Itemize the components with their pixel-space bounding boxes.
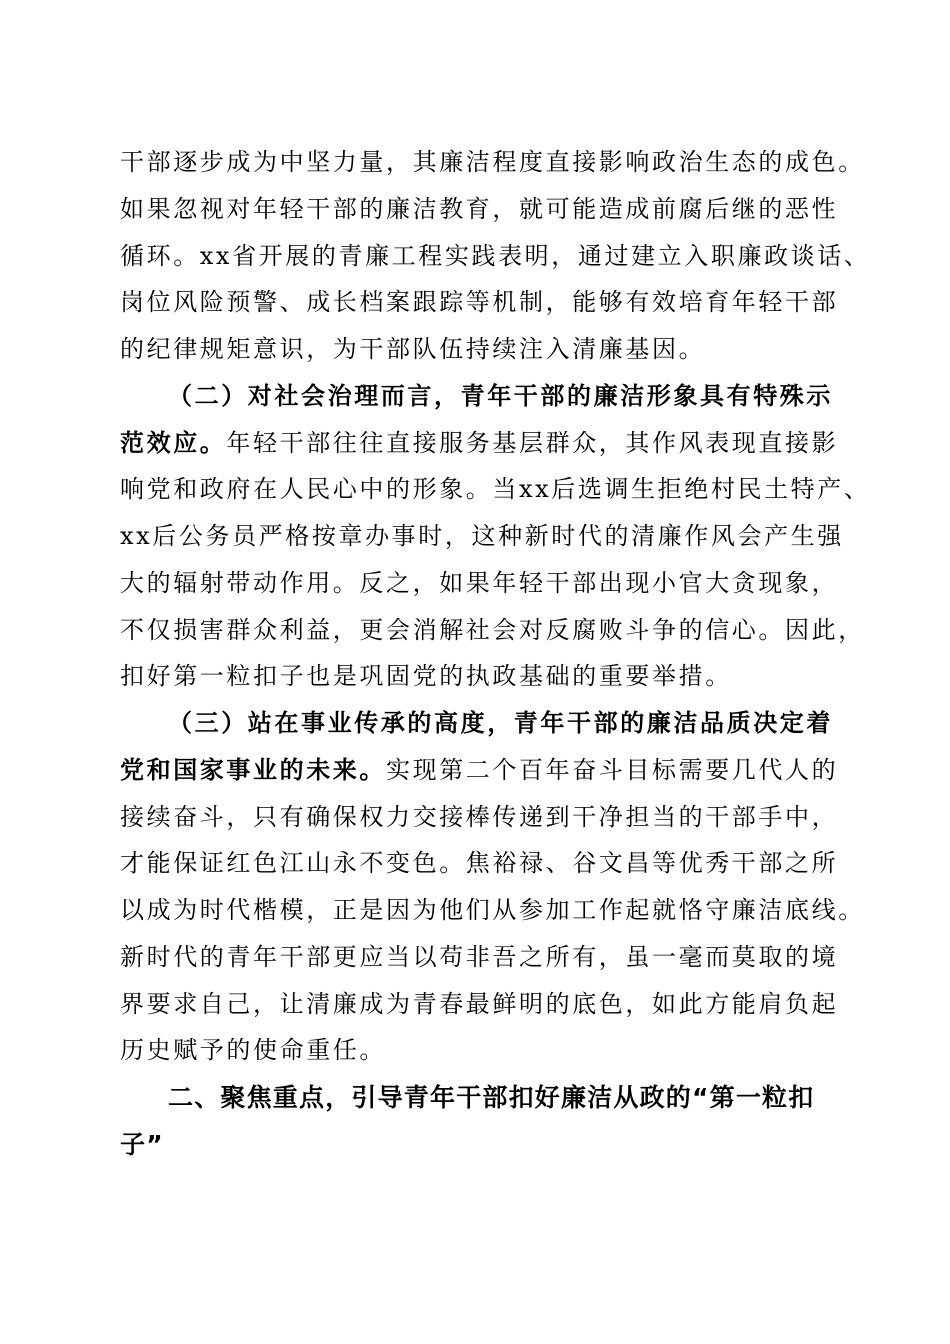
paragraph-2-bold-line-2: 范效应。 bbox=[120, 428, 227, 457]
paragraph-3-bold-line-1: （三）站在事业传承的高度，青年干部的廉洁品质决定着 bbox=[168, 708, 833, 737]
paragraph-3-line-7: 历史赋予的使命重任。 bbox=[120, 1036, 386, 1064]
paragraph-2-line-1-rest: 年轻干部往往直接服务基层群众，其作风表现直接影 bbox=[226, 429, 839, 457]
paragraph-3-line-4: 以成为时代楷模，正是因为他们从参加工作起就恪守廉洁底线。 bbox=[120, 896, 865, 924]
paragraph-2-line-6: 扣好第一粒扣子也是巩固党的执政基础的重要举措。 bbox=[120, 662, 732, 690]
paragraph-1-line-5: 的纪律规矩意识，为干部队伍持续注入清廉基因。 bbox=[120, 335, 706, 363]
paragraph-3-line-5: 新时代的青年干部更应当以苟非吾之所有，虽一毫而莫取的境 bbox=[120, 943, 839, 971]
paragraph-2-line-2: 响党和政府在人民心中的形象。当xx后选调生拒绝村民土特产、 bbox=[120, 475, 871, 503]
paragraph-3-bold-line-2: 党和国家事业的未来。 bbox=[120, 755, 386, 784]
paragraph-2-line-1 bbox=[120, 428, 838, 458]
paragraph-3-line-1-rest: 实现第二个百年奋斗目标需要几代人的 bbox=[386, 756, 839, 784]
paragraph-1-line-2: 如果忽视对年轻干部的廉洁教育，就可能造成前腐后继的恶性 bbox=[120, 195, 839, 223]
section-heading-line-2: 子” bbox=[120, 1130, 164, 1159]
paragraph-2-line-4: 大的辐射带动作用。反之，如果年轻干部出现小官大贪现象， bbox=[120, 569, 839, 597]
section-heading-line-1: 二、聚焦重点，引导青年干部扣好廉洁从政的“第一粒扣 bbox=[168, 1083, 815, 1112]
paragraph-2-line-5: 不仅损害群众利益，更会消解社会对反腐败斗争的信心。因此， bbox=[120, 616, 865, 644]
paragraph-1-line-3: 循环。xx省开展的青廉工程实践表明，通过建立入职廉政谈话、 bbox=[120, 242, 871, 270]
paragraph-3-line-1 bbox=[120, 755, 838, 785]
paragraph-3-line-3: 才能保证红色江山永不变色。焦裕禄、谷文昌等优秀干部之所 bbox=[120, 849, 839, 877]
paragraph-2-bold-line-1: （二）对社会治理而言，青年干部的廉洁形象具有特殊示 bbox=[168, 381, 833, 410]
paragraph-1-line-4: 岗位风险预警、成长档案跟踪等机制，能够有效培育年轻干部 bbox=[120, 288, 839, 316]
paragraph-1-line-1: 干部逐步成为中坚力量，其廉洁程度直接影响政治生态的成色。 bbox=[120, 148, 865, 176]
paragraph-3-line-2: 接续奋斗，只有确保权力交接棒传递到干净担当的干部手中， bbox=[120, 803, 839, 831]
paragraph-2-line-3: xx后公务员严格按章办事时，这种新时代的清廉作风会产生强 bbox=[120, 522, 844, 550]
paragraph-3-line-6: 界要求自己，让清廉成为青春最鲜明的底色，如此方能肩负起 bbox=[120, 990, 839, 1018]
